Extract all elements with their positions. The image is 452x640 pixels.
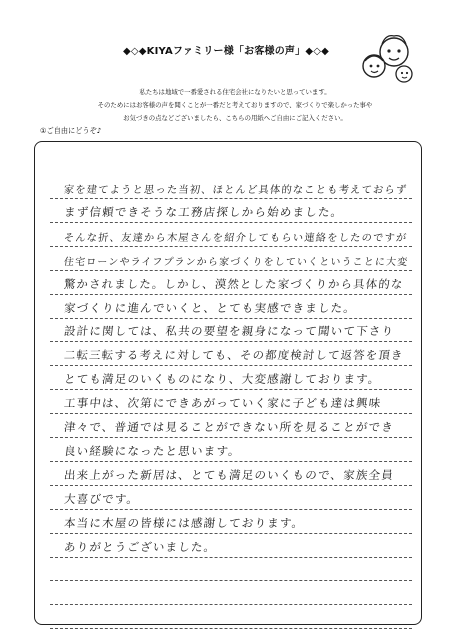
- ruled-line: [50, 604, 412, 629]
- intro-text: [70, 86, 400, 125]
- intro-line: 私たちは地域で一番愛される住宅会社になりたいと思っています。: [139, 88, 331, 96]
- handwritten-line: 出来上がった新居は、とても満足のいくもので、家族全員: [63, 467, 395, 482]
- ruled-line: [50, 461, 412, 486]
- ruled-line: [50, 198, 412, 223]
- ruled-line: [50, 437, 412, 462]
- handwritten-line: 住宅ローンやライフプランから家づくりをしていくということに大変: [63, 256, 409, 268]
- handwritten-line: 二転三転する考えに対しても、その都度検討して返答を頂き: [63, 348, 405, 363]
- ruled-line: [50, 341, 412, 366]
- ruled-line: [50, 533, 412, 558]
- handwritten-line: 本当に木屋の皆様には感謝しております。: [63, 515, 306, 530]
- intro-line: お気づきの点などございましたら、こちらの用紙へご自由にご記入ください。: [123, 114, 347, 122]
- handwritten-line: 家づくりに進んでいくと、とても実感できました。: [63, 300, 357, 315]
- handwritten-line: 工事中は、次第にできあがっていく家に子ども達は興味: [63, 396, 383, 411]
- ruled-line: [50, 509, 412, 534]
- ruled-line: [50, 413, 412, 438]
- ruled-line: [50, 389, 412, 414]
- ruled-line: [50, 174, 412, 199]
- ruled-line: [50, 485, 412, 510]
- ruled-line: [50, 580, 412, 605]
- ruled-line: [50, 365, 412, 390]
- handwritten-line: 良い経験になったと思います。: [63, 443, 242, 458]
- handwritten-line: そんな折、友達から木屋さんを紹介してもらい連絡をしたのですが: [63, 231, 408, 244]
- ruled-line: [50, 270, 412, 295]
- family-mascot-icon: [356, 30, 416, 86]
- handwritten-line: とても満足のいくものになり、大変感謝しております。: [63, 372, 382, 387]
- ruled-line: [50, 556, 412, 581]
- page-title: ◆◇◆KIYAファミリー様「お客様の声」◆◇◆: [122, 46, 330, 57]
- prompt-label: ①ご自由にどうぞ♪: [40, 126, 102, 135]
- handwritten-line: 設計に関しては、私共の要望を親身になって聞いて下さり: [63, 324, 395, 339]
- handwritten-line: 大喜びです。: [63, 491, 141, 506]
- handwritten-line: まず信頼できそうな工務店探しから始めました。: [63, 204, 345, 219]
- ruled-line: [50, 317, 412, 342]
- handwritten-line: 津々で、普通では見ることができない所を見ることができ: [63, 420, 395, 434]
- handwritten-line: 家を建てようと思った当初、ほとんど具体的なことも考えておらず: [63, 184, 408, 196]
- ruled-line: [50, 222, 412, 247]
- ruled-line: [50, 246, 412, 271]
- ruled-line: [50, 294, 412, 319]
- intro-line: そのためにはお客様の声を聞くことが一番だと考えておりますので、家づくりで楽しかった事や: [97, 101, 373, 109]
- handwritten-line: 驚かされました。しかし、漠然とした家づくりから具体的な: [63, 276, 405, 291]
- handwritten-line: ありがとうございました。: [63, 539, 218, 554]
